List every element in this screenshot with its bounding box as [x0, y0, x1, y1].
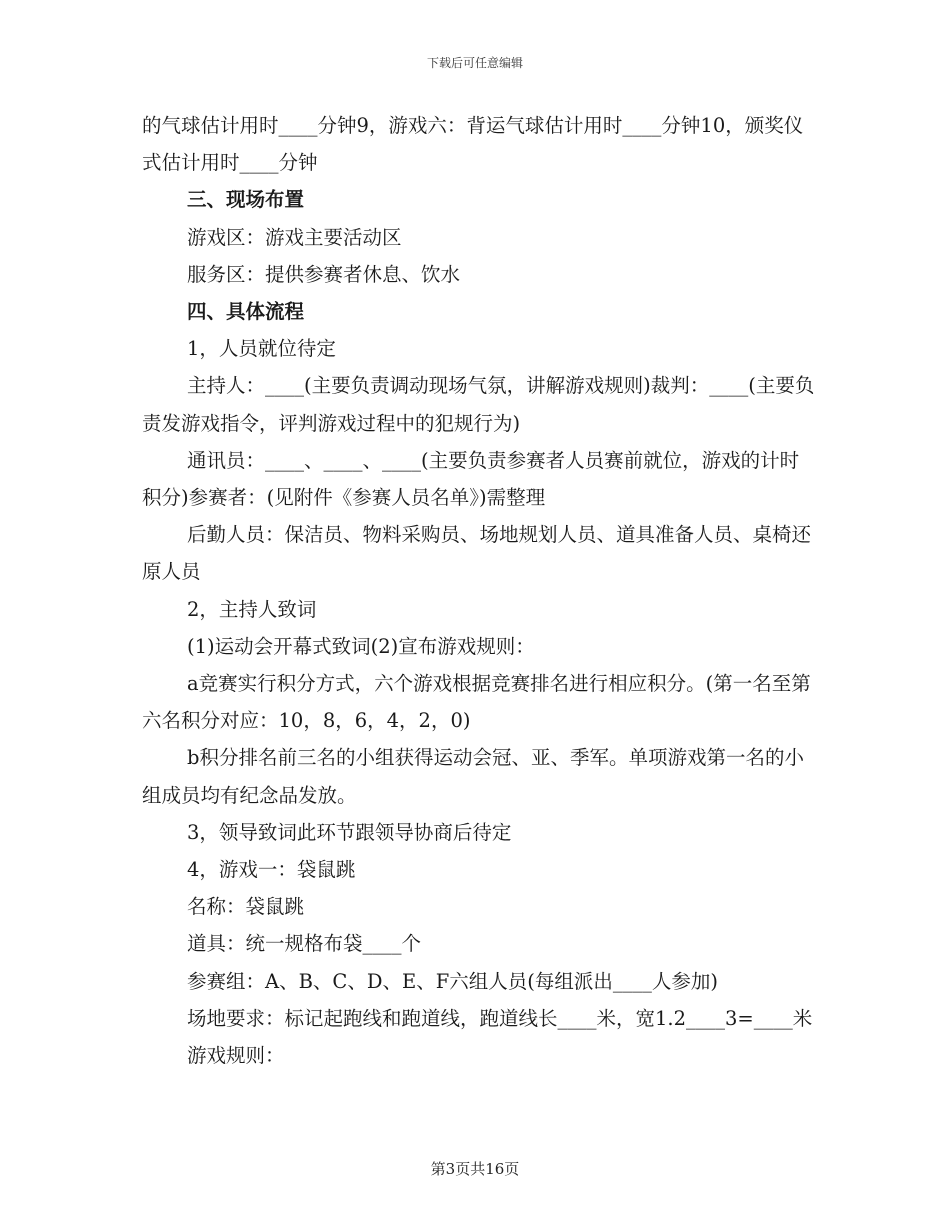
paragraph: a竞赛实行积分方式，六个游戏根据竞赛排名进行相应积分。(第一名至第六名积分对应：10，8，6，4，2，0): [142, 672, 811, 733]
paragraph: 主持人：____(主要负责调动现场气氛，讲解游戏规则)裁判：____(主要负责发游戏指令，评判游戏过程中的犯规行为): [142, 374, 815, 435]
paragraph: 3，领导致词此环节跟领导协商后待定: [187, 820, 512, 844]
paragraph: (1)运动会开幕式致词(2)宣布游戏规则：: [187, 634, 535, 658]
page-footer: 第3页共16页: [430, 1160, 520, 1178]
paragraph: 名称：袋鼠跳: [187, 895, 305, 919]
paragraph: 道具：统一规格布袋____个: [187, 932, 422, 956]
paragraph: 1，人员就位待定: [187, 337, 336, 361]
document-body: [142, 107, 818, 1074]
page-header: 下载后可任意编辑: [426, 56, 523, 70]
paragraph: 的气球估计用时____分钟9，游戏六：背运气球估计用时____分钟10，颁奖仪式估计用时____分钟: [142, 114, 804, 175]
section-heading: 三、现场布置: [187, 188, 305, 212]
paragraph: 游戏规则：: [187, 1044, 285, 1068]
paragraph: 通讯员：____、____、____(主要负责参赛者人员赛前就位，游戏的计时积分)参赛者：(见附件《参赛人员名单》)需整理: [142, 448, 800, 510]
paragraph: 后勤人员：保洁员、物料采购员、场地规划人员、道具准备人员、桌椅还原人员: [142, 523, 812, 584]
paragraph: 服务区：提供参赛者休息、饮水: [187, 262, 461, 286]
paragraph: 场地要求：标记起跑线和跑道线，跑道线长____米，宽1.2____3=____米: [187, 1006, 813, 1030]
paragraph: 2，主持人致词: [187, 597, 317, 621]
paragraph: 4，游戏一：袋鼠跳: [187, 858, 356, 882]
paragraph: b积分排名前三名的小组获得运动会冠、亚、季军。单项游戏第一名的小组成员均有纪念品发放。: [142, 746, 804, 807]
paragraph: 参赛组：A、B、C、D、E、F六组人员(每组派出____人参加): [187, 969, 718, 993]
paragraph: 游戏区：游戏主要活动区: [187, 225, 402, 249]
section-heading: 四、具体流程: [187, 300, 305, 324]
